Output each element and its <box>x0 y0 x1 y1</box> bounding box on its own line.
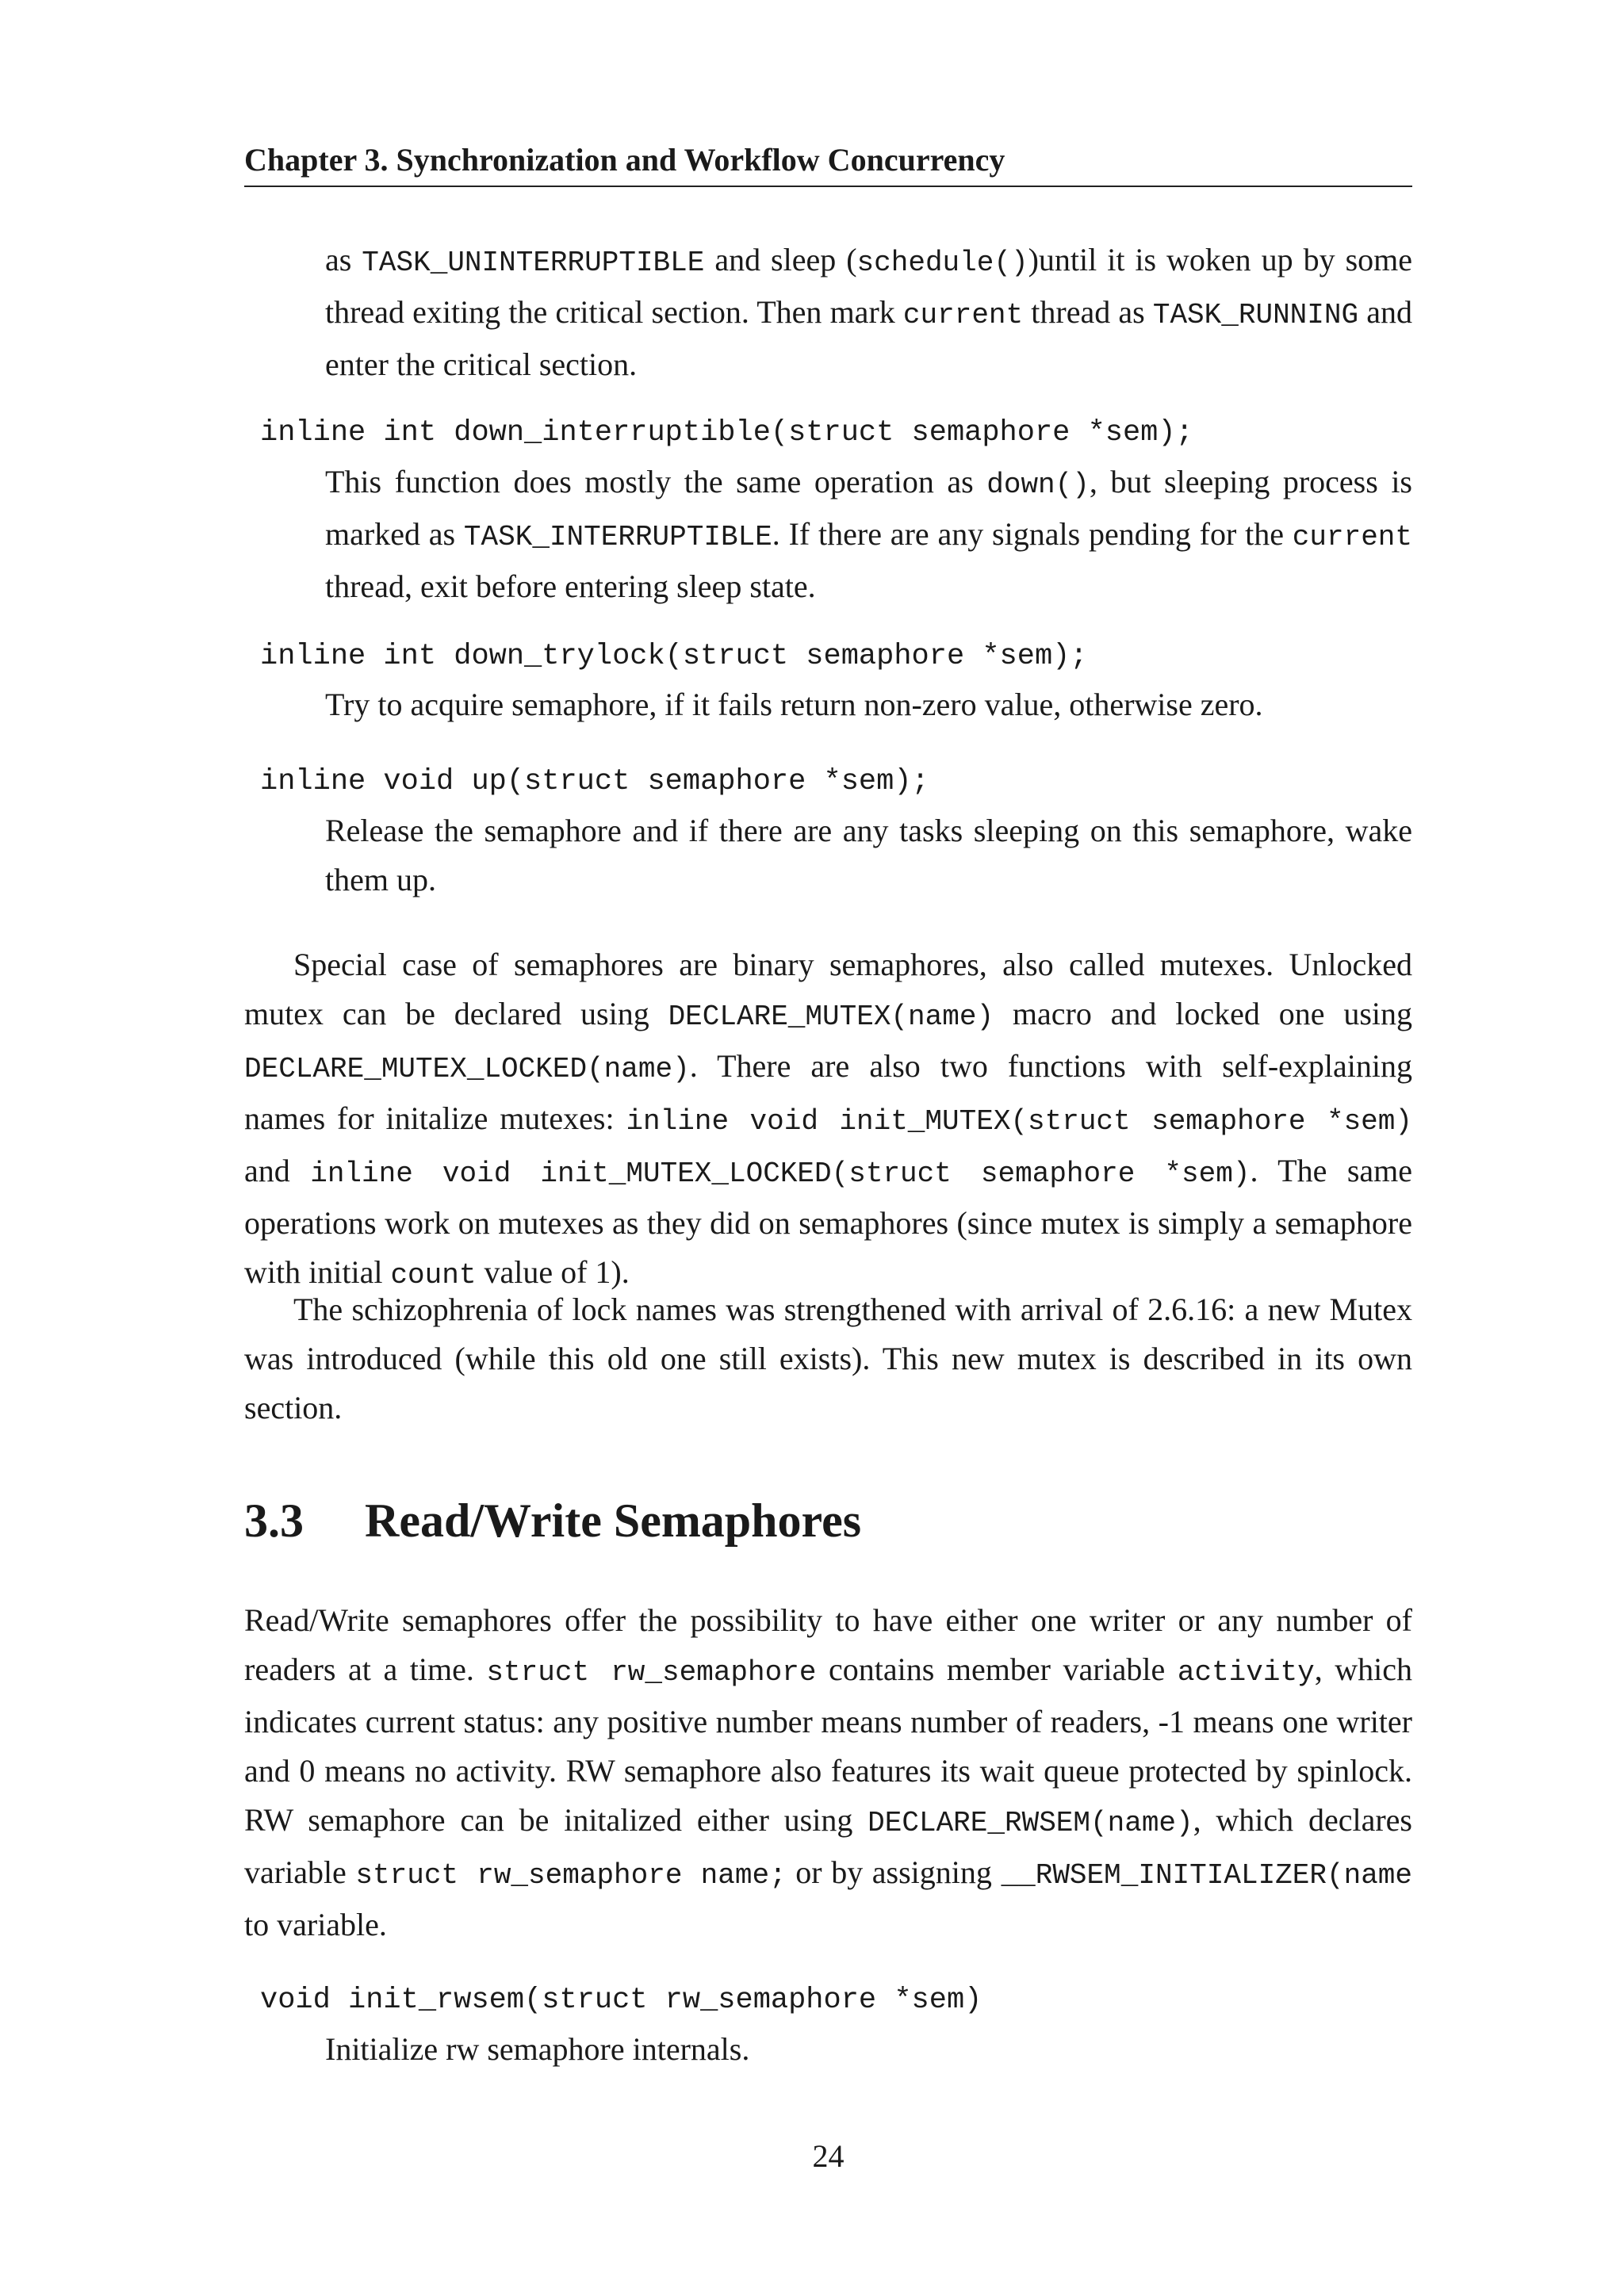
inline-code: current <box>902 299 1024 331</box>
inline-code: current <box>1292 521 1413 553</box>
function-signature-up: inline void up(struct semaphore *sem); <box>260 765 929 798</box>
function-signature-down-trylock: inline int down_trylock(struct semaphore *sem); <box>260 640 1088 673</box>
document-page <box>244 0 1412 2296</box>
section-number: 3.3 <box>244 1494 304 1547</box>
inline-code: schedule() <box>856 247 1028 279</box>
body-paragraph-mutexes: Special case of semaphores are binary semaphores, also called mutexes. Unlocked mutex can be declared using DECLARE_MUTEX(name) macro and locked one using DECLARE_MUTEX_LOCKED(name). There are also two functions with self-explaining names for initalize mutexes: inline void init_MUTEX(struct semaphore *sem) and inline void init_MUTEX_LOCKED(struct semaphore *sem). The same operations work on mutexes as they did on semaphores (since mutex is simply a semaphore with initial count value of 1). <box>244 947 1413 1292</box>
inline-code: count <box>390 1259 477 1292</box>
body-paragraph-rw-semaphores: Read/Write semaphores offer the possibility to have either one writer or any number of readers at a time. struct rw_semaphore contains member variable activity, which indicates current status: any positive number means number of readers, -1 means one writer and 0 means no activity. RW semaphore also features its wait queue protected by spinlock. RW semaphore can be initalized either using DECLARE_RWSEM(name), which declares variable struct rw_semaphore name; or by assigning __RWSEM_INITIALIZER(name to variable. <box>244 1602 1412 1942</box>
inline-code: __RWSEM_INITIALIZER(name <box>1001 1859 1412 1892</box>
inline-code: down() <box>986 469 1090 501</box>
inline-code: inline void init_MUTEX_LOCKED(struct semaphore *sem) <box>310 1158 1251 1190</box>
inline-code: DECLARE_MUTEX_LOCKED(name) <box>244 1053 690 1085</box>
body-paragraph-lock-names: The schizophrenia of lock names was strengthened with arrival of 2.6.16: a new Mutex was introduced (while this old one still exists). This new mutex is described in its own section. <box>244 1292 1412 1425</box>
inline-code: activity <box>1177 1656 1315 1689</box>
inline-code: DECLARE_MUTEX(name) <box>668 1001 994 1033</box>
inline-code: DECLARE_RWSEM(name) <box>868 1807 1193 1839</box>
function-signature-init-rwsem: void init_rwsem(struct rw_semaphore *sem) <box>260 1984 982 2017</box>
section-title: Read/Write Semaphores <box>365 1494 862 1547</box>
function-description-down-trylock: Try to acquire semaphore, if it fails return non-zero value, otherwise zero. <box>325 687 1263 722</box>
running-header: Chapter 3. Synchronization and Workflow Concurrency <box>244 140 1412 187</box>
inline-code: struct rw_semaphore <box>486 1656 817 1689</box>
function-signature-down-interruptible: inline int down_interruptible(struct semaphore *sem); <box>260 416 1193 450</box>
inline-code: TASK_RUNNING <box>1152 299 1359 331</box>
inline-code: inline void init_MUTEX(struct semaphore *sem) <box>626 1105 1412 1138</box>
section-heading <box>244 1490 861 1551</box>
page-number: 24 <box>812 2138 845 2174</box>
function-description-up: Release the semaphore and if there are any tasks sleeping on this semaphore, wake them up. <box>325 813 1412 897</box>
inline-code: TASK_UNINTERRUPTIBLE <box>362 247 705 279</box>
function-description-init-rwsem: Initialize rw semaphore internals. <box>325 2031 750 2067</box>
down-description-continuation: as TASK_UNINTERRUPTIBLE and sleep (schedule())until it is woken up by some thread exiting the critical section. Then mark current thread as TASK_RUNNING and enter the critical section. <box>325 242 1413 382</box>
inline-code: struct rw_semaphore name; <box>355 1859 787 1892</box>
inline-code: TASK_INTERRUPTIBLE <box>463 521 772 553</box>
function-description-down-interruptible: This function does mostly the same operation as down(), but sleeping process is marked as TASK_INTERRUPTIBLE. If there are any signals pending for the current thread, exit before entering sleep state. <box>325 464 1413 604</box>
